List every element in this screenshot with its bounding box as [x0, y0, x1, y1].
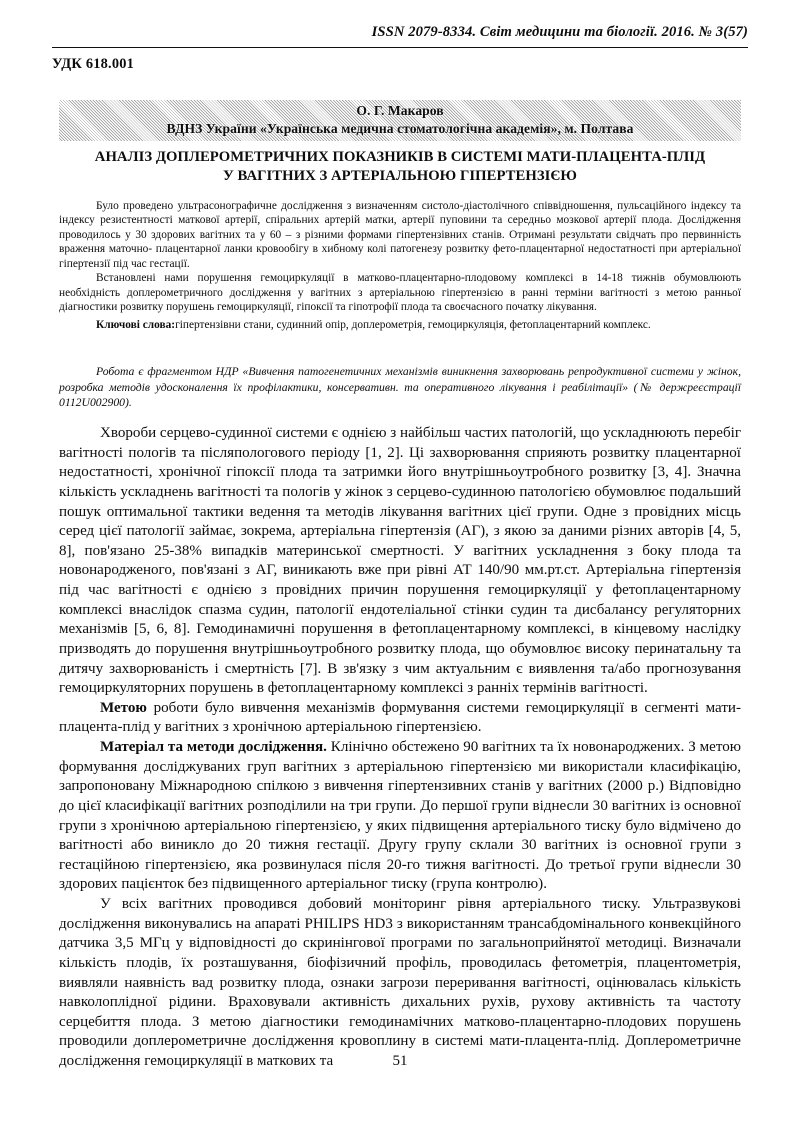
article-title [52, 148, 748, 186]
article-title-line-2: У ВАГІТНИХ З АРТЕРІАЛЬНОЮ ГІПЕРТЕНЗІЄЮ [222, 168, 577, 185]
body-paragraph-3 [59, 738, 741, 895]
keywords-paragraph [59, 318, 741, 332]
header-rule [52, 47, 748, 48]
abstract-paragraph-1: Було проведено ультрасонографичне дослідження з визначенням систоло-діастолічного співвідношення, пульсаційного індексу та індексу резистентності маткової артерії, спіральних артерій матки, артерії пуповини та середньо мозкової артерії плода. Дослідження проводилось у 30 здорових вагітних та у 60 – з різними формами гіпертензівних станів. Отримані результати свідчать про первинність враження маточно- плацентарної ланки кровообігу в хибному колі патогенезу розвитку фето-плацентарної недостатності при артеріальної гіпертензії під час гестації. [59, 200, 741, 270]
body-paragraph-3-lead: Матеріал та методи дослідження. [100, 739, 327, 755]
author-affiliation-band [59, 100, 741, 141]
body-paragraph-4: У всіх вагітних проводився добовий моніторинг рівня артеріального тиску. Ультразвукові дослідження виконувались на апараті PHILIPS HD3 з використанням трансабдомінального конвекційного датчика 3,5 МГц у відповідності до скринінгової програми по загальноприйнятої методиці. Визначали кількість плодів, їх розташування, біофізичний профіль, проводилась фетометрія, плацентометрія, виявляли наявність вад розвитку плода, ознаки загрози переривання вагітності, оцінювалась кількість навколоплідної рідини. Враховували активність дихальних рухів, рухову активність та частоту серцебиття плода. З метою діагностики гемодинамічних матково-плацентарно-плодових порушень проводили доплерометричне дослідження кровоплину в системі мати-плацента-плід. Доплерометричне дослідження гемоциркуляції в маткових та [59, 896, 741, 1069]
author-name: О. Г. Макаров [356, 103, 444, 118]
abstract-block [59, 199, 741, 332]
body-paragraph-1: Хвороби серцево-судинної системи є однією з найбільш частих патологій, що ускладнюють перебіг вагітності пологів та післяпологового періоду [1, 2]. Ці захворювання сприяють розвитку плацентарної недостатності, хронічної гіпоксії плода та затримки його внутрішньоутробного розвитку [3, 4]. Значна кількість ускладнень вагітності та пологів у жінок з серцево-судинною патологією обумовлює подальший пошук оптимальної тактики ведення та методів лікування вагітних цієї групи. Одне з провідних місць серед цієї патології займає, зокрема, артеріальна гіпертензія (АГ), з якою за даними різних авторів [4, 5, 8], пов'язано 25-38% випадків материнської смертності. У вагітних ускладнення з боку плода та новонародженого, пов'язані з АГ, виникають вже при рівні АТ 140/90 мм.рт.ст. Артеріальна гіпертензія під час вагітності є однією з провідних причин порушення гемоциркуляції у фетоплацентарному комплексі внаслідок спазма судин, патології ендотеліальної стінки судин та дисбалансу регуляторних механізмів [5, 6, 8]. Гемодинамичні порушення в фетоплацентарному комплексі, в кінцевому наслідку призводять до порушення внутрішньоутробного розвитку плода, що обумовлює високу перинатальну та дитячу захворюваність і смертність [7]. В зв'язку з чим актуальним є виявлення та/або прогнозування гемоциркуляторних порушень в фетоплацентарному комплексі з ранніх термінів вагітності. [59, 425, 741, 697]
page-number: 51 [392, 1053, 408, 1069]
abstract-paragraph-2: Встановлені нами порушення гемоциркуляції в матково-плацентарно-плодовому комплексі в 14-18 тижнів обумовлюють необхідність доплерометричного дослідження у вагітних з артеріальною гіпертензією в ранні терміни вагітності з метою ранньої діагностики розвитку порушень гемоциркуляції, гіпоксії та гіпотрофії плода та своєчасного початку лікування. [59, 272, 741, 314]
body-paragraph-2-text: роботи було вивчення механізмів формування системи гемоциркуляції в сегменті мати-плацента-плід у вагітних з хронічною артеріальною гіпертензією. [59, 699, 741, 736]
udc-code: УДК 618.001 [52, 56, 135, 72]
body-text [59, 424, 741, 1072]
keywords-label: Ключові слова: [96, 318, 176, 331]
body-paragraph-2 [59, 699, 741, 738]
article-title-line-1: АНАЛІЗ ДОПЛЕРОМЕТРИЧНИХ ПОКАЗНИКІВ В СИСТЕМІ МАТИ-ПЛАЦЕНТА-ПЛІД [94, 149, 706, 165]
author-affiliation: ВДНЗ України «Українська медична стоматологічна академія», м. Полтава [166, 121, 634, 137]
body-paragraph-2-lead: Метою [100, 699, 147, 716]
keywords-list: гіпертензівни стани, судинний опір, доплерометрія, гемоциркуляція, фетоплацентарний комплекс. [175, 318, 651, 331]
running-head: ISSN 2079-8334. Світ медицини та біології. 2016. № 3(57) [371, 24, 748, 40]
body-paragraph-3-text: Клінічно обстежено 90 вагітних та їх новонароджених. З метою формування досліджуваних груп вагітних з артеріальною гіпертензією ми використали класифікацію, запропоновану Міжнародною спілкою з вивчення гіпертензивних станів у вагітних (2000 р.) Відповідно до цієї класифікації вагітних розподілили на три групи. До першої групи віднесли 30 вагітних із основної групи з хронічною артеріальною гіпертензією, у яких підвищення артеріального тиску було відмічено до вагітності або виникло до 20 тижня гестації. Другу групу склали 30 вагітних із основної групи з гестаційною гіпертензією, яка розвинулася після 20-го тижня вагітності. До третьої групи віднесли 30 здорових пацієнток без підвищенного артеріальног тиску (група контролю). [59, 739, 741, 893]
funding-note: Робота є фрагментом НДР «Вивчення патогенетичних механізмів виникнення захворювань репродуктивної системи у жінок, розробка методів удосконалення їх профілактики, консервативн. та оперативного лікування і реабілітації» (№ держреєстрації 0112U002900). [59, 365, 741, 410]
